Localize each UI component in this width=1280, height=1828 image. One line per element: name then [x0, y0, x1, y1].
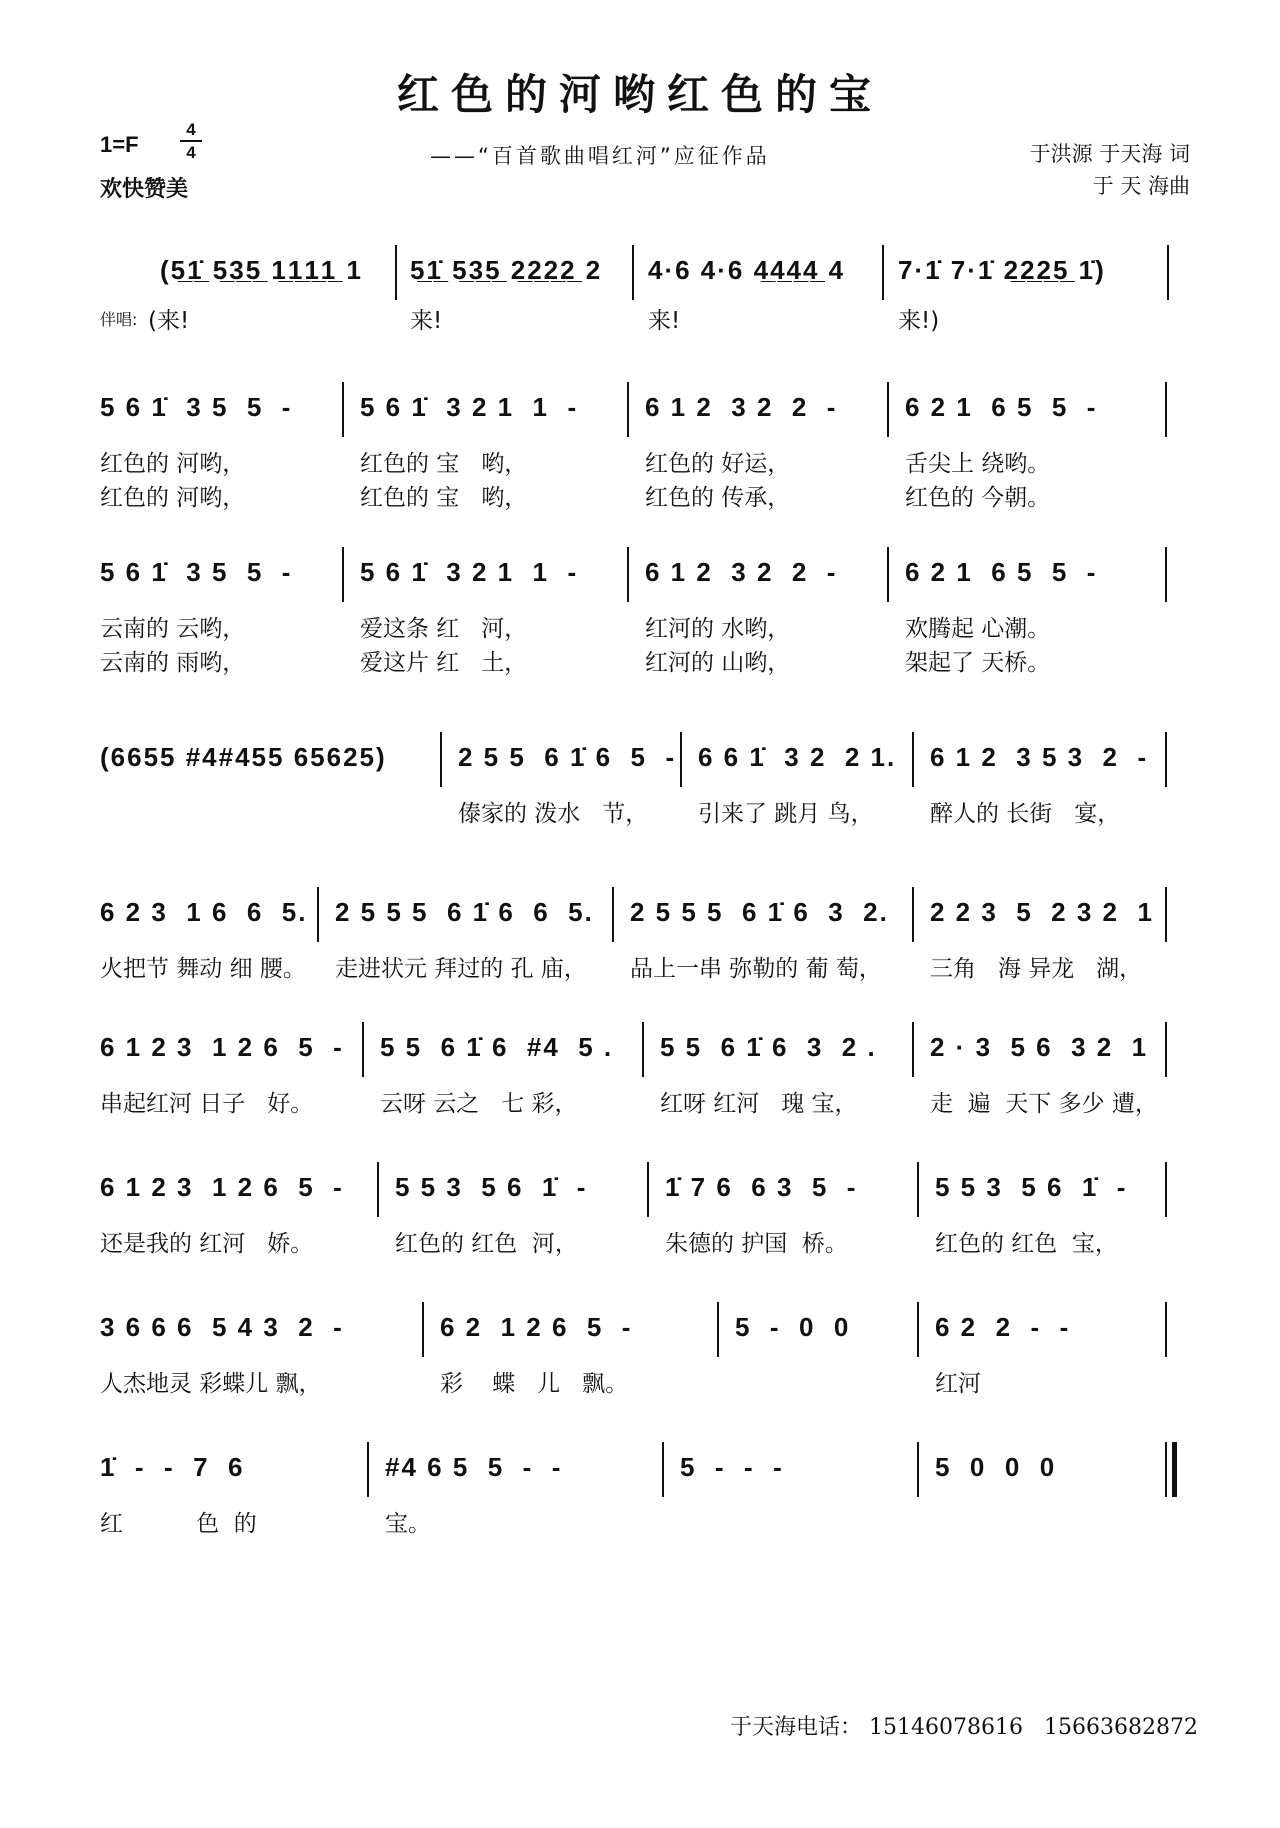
- final-barline: [1172, 1442, 1177, 1497]
- song-title: 红色的河哟红色的宝: [396, 70, 883, 119]
- time-signature-bottom: 4: [186, 143, 196, 162]
- lyric-line: 红河的 山哟，: [645, 650, 791, 676]
- barline: [917, 1302, 919, 1357]
- barline: [1165, 1022, 1167, 1077]
- time-signature: [180, 120, 202, 162]
- measure-notes: 2 5 5 5 6 1̇ 6 6 5.: [335, 897, 594, 927]
- contact-info: [730, 1710, 1198, 1741]
- melody-system: [0, 1440, 1280, 1570]
- phone-number-1: 15146078616: [869, 1715, 1023, 1740]
- lyric-line: 红色的 宝 哟，: [360, 485, 528, 511]
- lyric-line: 红河的 水哟，: [645, 616, 791, 642]
- accompaniment-lyric: 来!: [410, 308, 443, 334]
- accompaniment-lyric: (来!: [148, 308, 190, 334]
- lyric-line: 舌尖上 绕哟。: [905, 451, 1051, 477]
- barline: [362, 1022, 364, 1077]
- tempo-marking: 欢快赞美: [100, 177, 189, 202]
- measure-notes: 3 6 6 6 5 4 3 2 -: [100, 1312, 344, 1342]
- intro-system: [0, 235, 1280, 345]
- lyric-line: 架起了 天桥。: [905, 650, 1051, 676]
- measure-notes: 2 5 5 6 1̇ 6 5 -: [458, 742, 677, 772]
- barline: [917, 1442, 919, 1497]
- lyric-line: 醉人的 长街 宴，: [930, 801, 1121, 827]
- time-signature-bar: [180, 140, 202, 142]
- lyric-line: 走 遍 天下 多少 遭，: [930, 1091, 1158, 1117]
- barline: [1167, 245, 1169, 300]
- barline: [1165, 887, 1167, 942]
- measure-notes: 5 0 0 0: [935, 1452, 1057, 1482]
- intro-measure: 5̲1̲̇ 5̲3̲5̲ 2̲2̲2̲2̲ 2: [410, 255, 603, 285]
- measure-notes: #4 6 5 5 - -: [385, 1452, 563, 1482]
- lyric-line: 爱这片 红 土，: [360, 650, 528, 676]
- lyric-line: 火把节 舞动 细 腰。: [100, 956, 306, 982]
- barline: [612, 887, 614, 942]
- phone-label: 于天海电话：: [730, 1715, 863, 1740]
- barline: [912, 887, 914, 942]
- measure-notes: 1̇ 7 6 6 3 5 -: [665, 1172, 858, 1202]
- measure-notes: 5 5 3 5 6 1̇ -: [935, 1172, 1128, 1202]
- measure-notes: 6 1 2 3 2 2 -: [645, 392, 838, 422]
- measure-notes: 5 5 3 5 6 1̇ -: [395, 1172, 588, 1202]
- accompaniment-lyric: 来!): [898, 308, 940, 334]
- lyric-line: 朱德的 护国 桥。: [665, 1231, 848, 1257]
- melody-system: [0, 545, 1280, 675]
- measure-notes: 2 5 5 5 6 1̇ 6 3 2.: [630, 897, 889, 927]
- measure-notes: (6655 #4#455 65625): [100, 742, 387, 772]
- lyric-line: 云南的 云哟，: [100, 616, 246, 642]
- lyric-line: 红色的 好运，: [645, 451, 791, 477]
- lyric-line: 云呀 云之 七 彩，: [380, 1091, 578, 1117]
- time-signature-top: 4: [186, 120, 196, 139]
- lyric-line: 彩 蝶 儿 飘。: [440, 1371, 629, 1397]
- measure-notes: 5 6 1̇ 3 5 5 -: [100, 557, 293, 587]
- melody-system: [0, 380, 1280, 510]
- barline: [395, 245, 397, 300]
- measure-notes: 6 2 3 1 6 6 5.: [100, 897, 308, 927]
- barline: [632, 245, 634, 300]
- measure-notes: 5 6 1̇ 3 2 1 1 -: [360, 557, 579, 587]
- lyric-line: 宝。: [385, 1511, 431, 1537]
- lyric-line: 引来了 跳月 鸟，: [698, 801, 874, 827]
- measure-notes: 5 5 6 1̇ 6 3 2 .: [660, 1032, 877, 1062]
- lyric-line: 红色的 传承，: [645, 485, 791, 511]
- lyric-line: 串起红河 日子 好。: [100, 1091, 314, 1117]
- measure-notes: 6 1 2 3 1 2 6 5 -: [100, 1172, 344, 1202]
- barline: [680, 732, 682, 787]
- barline: [1165, 1162, 1167, 1217]
- barline: [342, 382, 344, 437]
- barline: [662, 1442, 664, 1497]
- lyric-line: 走进状元 拜过的 孔 庙，: [335, 956, 587, 982]
- phone-number-2: 15663682872: [1043, 1715, 1198, 1740]
- measure-notes: 6 1 2 3 2 2 -: [645, 557, 838, 587]
- lyric-line: 红色的 红色 河，: [395, 1231, 578, 1257]
- barline: [887, 547, 889, 602]
- barline: [367, 1442, 369, 1497]
- measure-notes: 6 1 2 3 1 2 6 5 -: [100, 1032, 344, 1062]
- subtitle: ——“百首歌曲唱红河”应征作品: [430, 144, 770, 168]
- barline: [647, 1162, 649, 1217]
- barline: [440, 732, 442, 787]
- lyric-line: 红呀 红河 瑰 宝，: [660, 1091, 858, 1117]
- credits: [990, 138, 1190, 202]
- lyric-line: 品上一串 弥勒的 葡 萄，: [630, 956, 882, 982]
- measure-notes: 5 5 6 1̇ 6 #4 5 .: [380, 1032, 614, 1062]
- measure-notes: 6 2 1 2 6 5 -: [440, 1312, 633, 1342]
- barline: [912, 732, 914, 787]
- barline: [342, 547, 344, 602]
- melody-system: [0, 885, 1280, 1015]
- lyric-line: 欢腾起 心潮。: [905, 616, 1051, 642]
- barline: [642, 1022, 644, 1077]
- melody-system: [0, 1160, 1280, 1290]
- barline: [377, 1162, 379, 1217]
- lyric-line: 还是我的 红河 娇。: [100, 1231, 314, 1257]
- measure-notes: 6 2 2 - -: [935, 1312, 1071, 1342]
- lyric-line: 红色的 河哟，: [100, 485, 246, 511]
- measure-notes: 5 6 1̇ 3 5 5 -: [100, 392, 293, 422]
- barline: [917, 1162, 919, 1217]
- measure-notes: 6 6 1̇ 3 2 2 1.: [698, 742, 897, 772]
- lyric-line: 三角 海 异龙 湖，: [930, 956, 1143, 982]
- measure-notes: 1̇ - - 7 6: [100, 1452, 245, 1482]
- melody-system: [0, 1300, 1280, 1430]
- intro-measure: 7·1̇ 7·1̇ 2̲2̲2̲5̲ 1̇): [898, 255, 1106, 285]
- melody-system: [0, 1020, 1280, 1150]
- barline: [717, 1302, 719, 1357]
- barline: [317, 887, 319, 942]
- barline: [422, 1302, 424, 1357]
- measure-notes: 6 2 1 6 5 5 -: [905, 392, 1098, 422]
- accompaniment-lyric: 来!: [648, 308, 681, 334]
- barline: [1165, 547, 1167, 602]
- melody-system: [0, 730, 1280, 860]
- barline: [1165, 1302, 1167, 1357]
- intro-measure: (5̲1̲̇ 5̲3̲5̲ 1̲1̲1̲1̲ 1: [160, 255, 363, 285]
- lyric-line: 红河: [935, 1371, 981, 1397]
- measure-notes: 5 - - -: [680, 1452, 784, 1482]
- lyric-line: 爱这条 红 河，: [360, 616, 528, 642]
- barline: [1165, 382, 1167, 437]
- lyric-line: 红色的 河哟，: [100, 451, 246, 477]
- intro-measure: 4·6 4·6 4̲4̲4̲4̲ 4: [648, 255, 846, 285]
- measure-notes: 5 6 1̇ 3 2 1 1 -: [360, 392, 579, 422]
- measure-notes: 5 - 0 0: [735, 1312, 851, 1342]
- lyric-line: 红色的 今朝。: [905, 485, 1051, 511]
- key-signature: 1=F: [100, 132, 139, 157]
- barline: [882, 245, 884, 300]
- accompaniment-label: 伴唱:: [100, 310, 138, 329]
- barline: [1165, 732, 1167, 787]
- composer: 于 天 海曲: [1092, 174, 1190, 198]
- barline: [627, 382, 629, 437]
- lyric-line: 红色的 宝 哟，: [360, 451, 528, 477]
- barline: [1165, 1442, 1167, 1497]
- measure-notes: 6 1 2 3 5 3 2 -: [930, 742, 1149, 772]
- lyric-line: 红色的 红色 宝，: [935, 1231, 1118, 1257]
- barline: [627, 547, 629, 602]
- lyric-line: 云南的 雨哟，: [100, 650, 246, 676]
- lyric-line: 傣家的 泼水 节，: [458, 801, 649, 827]
- lyric-line: 红 色 的: [100, 1511, 257, 1537]
- barline: [887, 382, 889, 437]
- lyric-line: 人杰地灵 彩蝶儿 飘，: [100, 1371, 322, 1397]
- lyricist: 于洪源 于天海 词: [1029, 142, 1190, 166]
- measure-notes: 2 · 3 5 6 3 2 1: [930, 1032, 1149, 1062]
- barline: [912, 1022, 914, 1077]
- measure-notes: 6 2 1 6 5 5 -: [905, 557, 1098, 587]
- measure-notes: 2 2 3 5 2 3 2 1: [930, 897, 1154, 927]
